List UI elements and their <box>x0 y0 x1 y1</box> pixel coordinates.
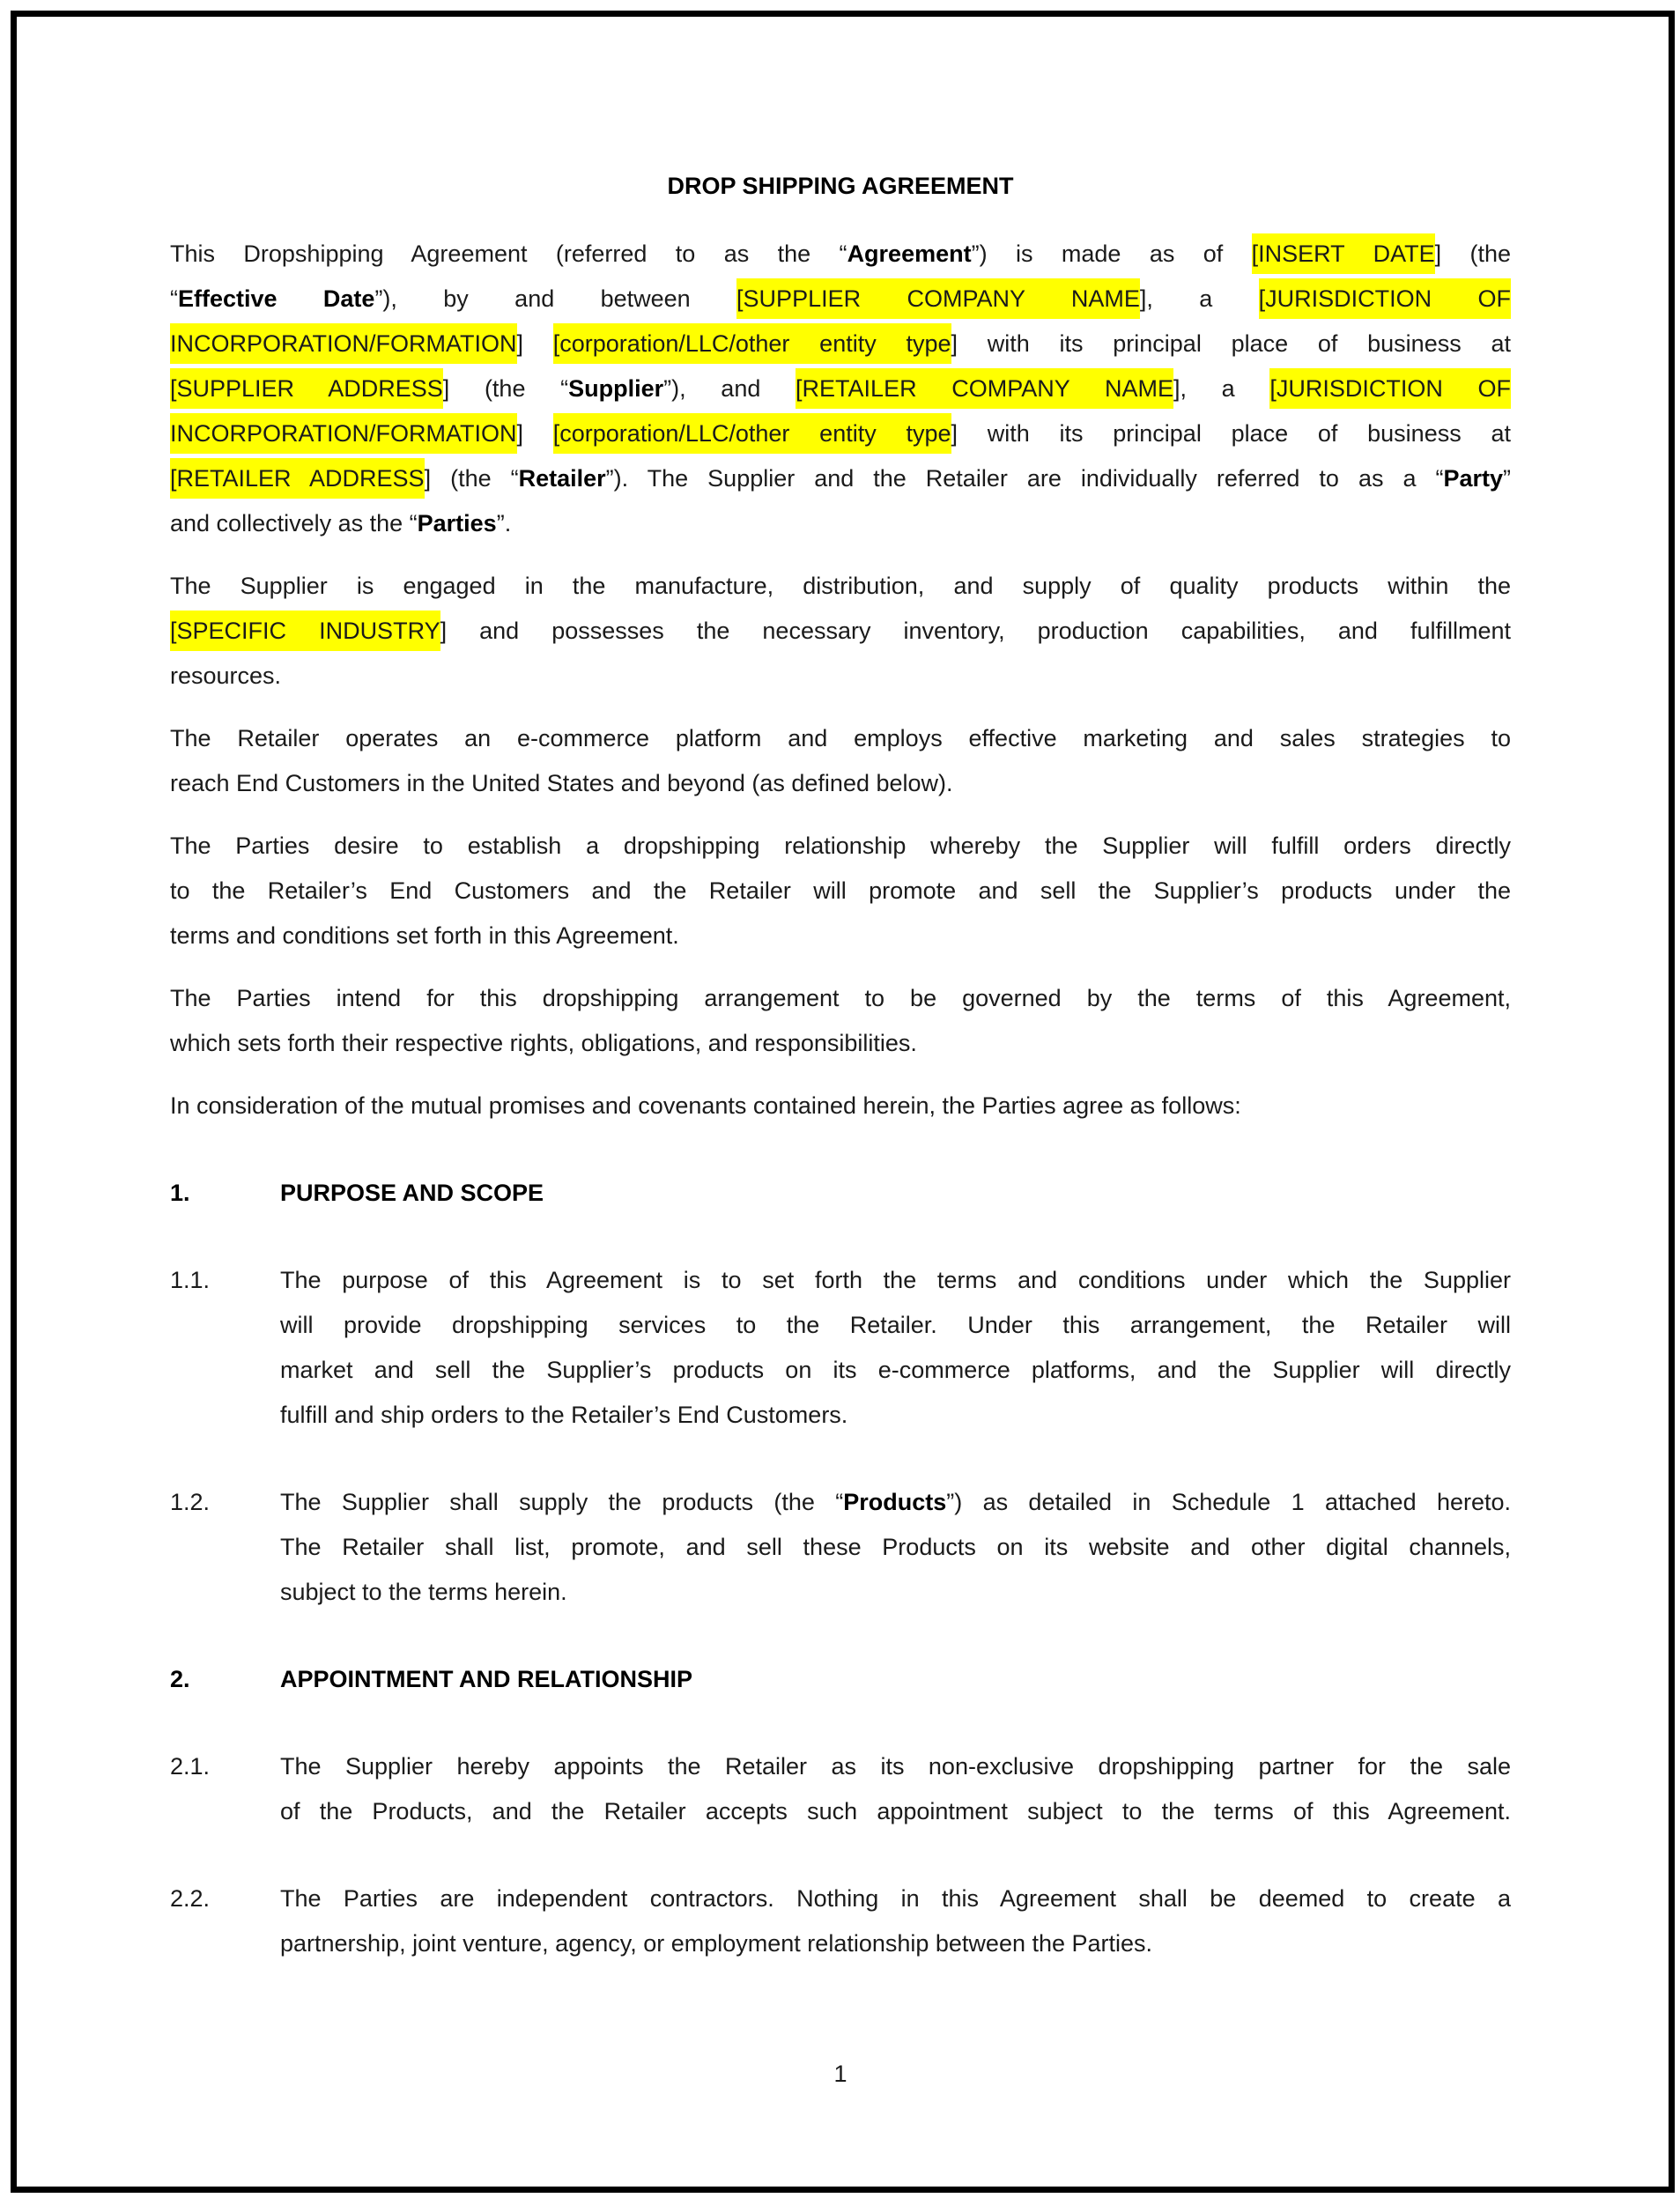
text-line <box>280 1744 1511 1789</box>
text-segment: ] (the “ <box>424 465 519 492</box>
document-content <box>170 232 1511 1966</box>
recital-desire <box>170 824 1511 958</box>
text-line <box>280 1393 1511 1438</box>
section-heading-2 <box>170 1657 1511 1702</box>
text-line <box>170 277 1511 322</box>
page-number: 1 <box>833 2061 847 2087</box>
text-segment: ] <box>516 330 553 357</box>
recital-intent <box>170 976 1511 1066</box>
text-segment: and collectively as the “ <box>170 510 418 537</box>
text-segment: fulfill and ship orders to the Retailer’s End Customers. <box>280 1402 848 1428</box>
text-segment: Supplier <box>568 375 664 402</box>
text-segment: ] with its principal place of business at <box>951 330 1511 357</box>
section-heading-1 <box>170 1171 1511 1216</box>
text-line <box>170 976 1511 1021</box>
text-segment: The Supplier shall supply the products (the “ <box>280 1489 844 1515</box>
text-line <box>280 1303 1511 1348</box>
text-segment: The Parties are independent contractors. Nothing in this Agreement shall be deemed to create a <box>280 1885 1511 1912</box>
text-line <box>170 456 1511 501</box>
text-line <box>170 411 1511 456</box>
highlighted-placeholder: [RETAILER ADDRESS <box>170 458 425 499</box>
text-line <box>170 501 1511 546</box>
text-segment: Products <box>843 1489 947 1515</box>
text-segment: The Parties desire to establish a dropshipping relationship whereby the Supplier will fulfill orders directly <box>170 833 1511 859</box>
clause-number: 1.1. <box>170 1267 211 1293</box>
text-segment: terms and conditions set forth in this Agreement. <box>170 922 679 949</box>
text-line <box>170 1021 1511 1066</box>
highlighted-placeholder: INCORPORATION/FORMATION <box>170 413 517 454</box>
clause-2-2 <box>170 1876 1511 1966</box>
clause-number: 2.1. <box>170 1753 211 1780</box>
text-segment: Agreement <box>847 241 972 267</box>
text-line <box>280 1480 1511 1525</box>
section-heading-text: APPOINTMENT AND RELATIONSHIP <box>280 1666 693 1692</box>
text-line <box>280 1348 1511 1393</box>
consideration-clause <box>170 1084 1511 1129</box>
text-segment: The Parties intend for this dropshipping arrangement to be governed by the terms of this Agreement, <box>170 985 1511 1011</box>
text-segment: ”. <box>496 510 512 537</box>
text-line <box>280 1258 1511 1303</box>
text-segment: ”) as detailed in Schedule 1 attached hereto. <box>946 1489 1511 1515</box>
text-line <box>280 1525 1511 1570</box>
text-line <box>170 824 1511 869</box>
text-segment: ], a <box>1173 375 1270 402</box>
text-segment: Retailer <box>518 465 606 492</box>
text-segment: Party <box>1443 465 1503 492</box>
text-segment: ] <box>516 420 553 447</box>
highlighted-placeholder: [corporation/LLC/other entity type <box>553 413 951 454</box>
text-segment: subject to the terms herein. <box>280 1579 567 1605</box>
text-segment: ”), and <box>663 375 796 402</box>
highlighted-placeholder: INCORPORATION/FORMATION <box>170 323 517 364</box>
recital-supplier <box>170 564 1511 699</box>
highlighted-placeholder: [corporation/LLC/other entity type <box>553 323 951 364</box>
text-segment: In consideration of the mutual promises and covenants contained herein, the Parties agree as follows: <box>170 1092 1241 1119</box>
text-segment: The Retailer operates an e-commerce platform and employs effective marketing and sales strategies to <box>170 725 1511 751</box>
text-segment: ” <box>1503 465 1511 492</box>
text-line <box>280 1789 1511 1834</box>
clause-1-1 <box>170 1258 1511 1438</box>
text-segment: reach End Customers in the United States and beyond (as defined below). <box>170 770 953 796</box>
text-segment: will provide dropshipping services to the Retailer. Under this arrangement, the Retailer will <box>280 1312 1511 1338</box>
text-line <box>170 654 1511 699</box>
text-segment: ”), by and between <box>374 285 737 312</box>
text-line <box>170 1084 1511 1129</box>
text-segment: ”). The Supplier and the Retailer are individually referred to as a “ <box>605 465 1444 492</box>
text-segment: ] and possesses the necessary inventory, production capabilities, and fulfillment <box>440 618 1511 644</box>
highlighted-placeholder: [JURISDICTION OF <box>1269 368 1511 409</box>
text-segment: market and sell the Supplier’s products on its e-commerce platforms, and the Supplier will directly <box>280 1357 1511 1383</box>
section-heading-text: PURPOSE AND SCOPE <box>280 1180 544 1206</box>
text-line <box>280 1570 1511 1615</box>
highlighted-placeholder: [INSERT DATE <box>1252 233 1435 274</box>
section-number: 2. <box>170 1666 190 1692</box>
highlighted-placeholder: [SUPPLIER COMPANY NAME <box>736 278 1140 319</box>
text-line <box>170 232 1511 277</box>
text-segment: The Supplier is engaged in the manufacture, distribution, and supply of quality products within the <box>170 573 1511 599</box>
text-line <box>280 1876 1511 1921</box>
text-line <box>170 716 1511 761</box>
text-segment: ] (the “ <box>442 375 569 402</box>
text-segment: partnership, joint venture, agency, or employment relationship between the Parties. <box>280 1930 1153 1957</box>
clause-1-2 <box>170 1480 1511 1615</box>
text-line <box>170 761 1511 806</box>
text-segment: The Supplier hereby appoints the Retailer as its non-exclusive dropshipping partner for the sale <box>280 1753 1511 1780</box>
section-number: 1. <box>170 1180 190 1206</box>
clause-number: 1.2. <box>170 1489 211 1515</box>
text-line <box>170 914 1511 958</box>
text-segment: ] (the <box>1434 241 1512 267</box>
text-segment: The Retailer shall list, promote, and sell these Products on its website and other digital channels, <box>280 1534 1511 1560</box>
text-segment: resources. <box>170 662 282 689</box>
highlighted-placeholder: [SPECIFIC INDUSTRY <box>170 611 440 651</box>
text-segment: of the Products, and the Retailer accepts such appointment subject to the terms of this Agreement. <box>280 1798 1511 1824</box>
text-line <box>280 1921 1511 1966</box>
clause-2-1 <box>170 1744 1511 1834</box>
text-line <box>170 322 1511 366</box>
document-title: DROP SHIPPING AGREEMENT <box>667 173 1014 199</box>
text-segment: ], a <box>1139 285 1259 312</box>
highlighted-placeholder: [JURISDICTION OF <box>1259 278 1511 319</box>
text-segment: Parties <box>417 510 497 537</box>
text-segment: to the Retailer’s End Customers and the Retailer will promote and sell the Supplier’s products under the <box>170 877 1511 904</box>
preamble-parties <box>170 232 1511 546</box>
text-line <box>170 869 1511 914</box>
text-segment: Effective Date <box>178 285 375 312</box>
text-line <box>170 564 1511 609</box>
document-page <box>170 0 1511 2097</box>
text-line <box>170 609 1511 654</box>
text-segment: The purpose of this Agreement is to set forth the terms and conditions under which the Supplier <box>280 1267 1511 1293</box>
clause-number: 2.2. <box>170 1885 211 1912</box>
text-line <box>170 366 1511 411</box>
text-segment: ] with its principal place of business at <box>951 420 1511 447</box>
text-segment: which sets forth their respective rights, obligations, and responsibilities. <box>170 1030 917 1056</box>
recital-retailer <box>170 716 1511 806</box>
highlighted-placeholder: [RETAILER COMPANY NAME <box>796 368 1173 409</box>
highlighted-placeholder: [SUPPLIER ADDRESS <box>170 368 443 409</box>
text-segment: ”) is made as of <box>971 241 1252 267</box>
text-segment: “ <box>170 285 178 312</box>
text-segment: This Dropshipping Agreement (referred to as the “ <box>170 241 847 267</box>
